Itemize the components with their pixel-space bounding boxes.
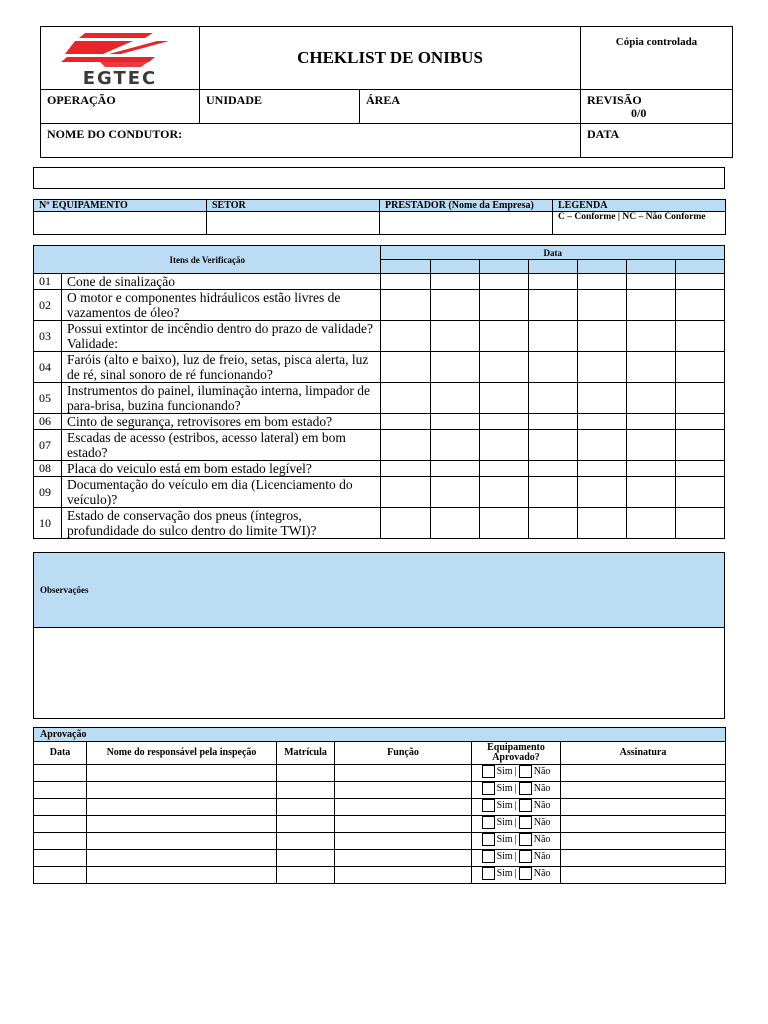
check-cell[interactable] bbox=[430, 508, 479, 539]
nao-checkbox[interactable] bbox=[519, 850, 532, 863]
check-cell[interactable] bbox=[479, 430, 528, 461]
matricula-field[interactable] bbox=[277, 833, 335, 850]
item-text: Instrumentos do painel, iluminação interna, limpador de para-brisa, buzina funcionando? bbox=[62, 383, 381, 414]
date-cell[interactable] bbox=[430, 260, 479, 274]
col-matricula: Matrícula bbox=[277, 742, 335, 765]
check-cell[interactable] bbox=[528, 274, 577, 290]
data-field[interactable] bbox=[34, 816, 87, 833]
item-text: Escadas de acesso (estribos, acesso lateral) em bom estado? bbox=[62, 430, 381, 461]
nome-field[interactable] bbox=[87, 833, 277, 850]
sim-label: Sim bbox=[496, 800, 513, 811]
check-cell[interactable] bbox=[381, 321, 430, 352]
check-cell[interactable] bbox=[577, 430, 626, 461]
checklist-row bbox=[34, 290, 725, 321]
nao-checkbox[interactable] bbox=[519, 765, 532, 778]
check-cell[interactable] bbox=[430, 414, 479, 430]
sim-label: Sim bbox=[496, 851, 513, 862]
col-data: Data bbox=[34, 742, 87, 765]
assinatura-field[interactable] bbox=[561, 816, 726, 833]
check-cell[interactable] bbox=[381, 414, 430, 430]
date-cell[interactable] bbox=[675, 260, 724, 274]
item-number: 09 bbox=[34, 477, 62, 508]
check-cell[interactable] bbox=[577, 508, 626, 539]
document-header bbox=[40, 26, 733, 158]
setor-field[interactable] bbox=[207, 212, 380, 235]
matricula-field[interactable] bbox=[277, 867, 335, 884]
col-nome: Nome do responsável pela inspeção bbox=[87, 742, 277, 765]
check-cell[interactable] bbox=[479, 477, 528, 508]
option-separator: | bbox=[514, 766, 517, 777]
check-cell[interactable] bbox=[479, 414, 528, 430]
equip-aprovado-options bbox=[472, 833, 561, 850]
col-equipamento-aprovado: Equipamento Aprovado? bbox=[472, 742, 561, 765]
option-separator: | bbox=[514, 851, 517, 862]
date-cell[interactable] bbox=[577, 260, 626, 274]
sim-checkbox[interactable] bbox=[482, 867, 495, 880]
sim-label: Sim bbox=[496, 868, 513, 879]
funcao-field[interactable] bbox=[335, 765, 472, 782]
sim-label: Sim bbox=[496, 783, 513, 794]
check-cell[interactable] bbox=[675, 321, 724, 352]
check-cell[interactable] bbox=[430, 383, 479, 414]
check-cell[interactable] bbox=[528, 290, 577, 321]
check-cell[interactable] bbox=[381, 461, 430, 477]
nome-field[interactable] bbox=[87, 782, 277, 799]
check-cell[interactable] bbox=[381, 352, 430, 383]
approval-row bbox=[34, 799, 726, 816]
observations-table bbox=[33, 552, 725, 719]
date-cell[interactable] bbox=[381, 260, 430, 274]
sim-label: Sim bbox=[496, 766, 513, 777]
data-field[interactable] bbox=[34, 833, 87, 850]
check-cell[interactable] bbox=[381, 477, 430, 508]
check-cell[interactable] bbox=[430, 274, 479, 290]
option-separator: | bbox=[514, 834, 517, 845]
check-cell[interactable] bbox=[430, 461, 479, 477]
data-field[interactable] bbox=[34, 765, 87, 782]
col-funcao: Função bbox=[335, 742, 472, 765]
col-assinatura: Assinatura bbox=[561, 742, 726, 765]
item-text: Possui extintor de incêndio dentro do prazo de validade? Validade: bbox=[62, 321, 381, 352]
equip-aprovado-options bbox=[472, 799, 561, 816]
option-separator: | bbox=[514, 800, 517, 811]
item-text: O motor e componentes hidráulicos estão livres de vazamentos de óleo? bbox=[62, 290, 381, 321]
matricula-field[interactable] bbox=[277, 816, 335, 833]
item-text: Cinto de segurança, retrovisores em bom estado? bbox=[62, 414, 381, 430]
nome-field[interactable] bbox=[87, 867, 277, 884]
item-number: 08 bbox=[34, 461, 62, 477]
check-cell[interactable] bbox=[577, 352, 626, 383]
check-cell[interactable] bbox=[479, 383, 528, 414]
check-cell[interactable] bbox=[626, 414, 675, 430]
controlled-copy-label: Cópia controlada bbox=[581, 27, 733, 90]
check-cell[interactable] bbox=[675, 430, 724, 461]
nao-label: Não bbox=[533, 868, 551, 879]
setor-header: SETOR bbox=[207, 200, 380, 212]
sim-label: Sim bbox=[496, 817, 513, 828]
nao-checkbox[interactable] bbox=[519, 867, 532, 880]
revisao-cell bbox=[581, 90, 733, 124]
nao-label: Não bbox=[533, 783, 551, 794]
data-label: DATA bbox=[581, 124, 733, 158]
nao-label: Não bbox=[533, 766, 551, 777]
funcao-field[interactable] bbox=[335, 799, 472, 816]
check-cell[interactable] bbox=[528, 508, 577, 539]
item-text: Cone de sinalização bbox=[62, 274, 381, 290]
item-text: Faróis (alto e baixo), luz de freio, setas, pisca alerta, luz de ré, sinal sonoro de ré funcionando? bbox=[62, 352, 381, 383]
nome-condutor-label: NOME DO CONDUTOR: bbox=[41, 124, 581, 158]
date-header: Data bbox=[381, 246, 725, 260]
check-cell[interactable] bbox=[528, 430, 577, 461]
matricula-field[interactable] bbox=[277, 850, 335, 867]
nao-label: Não bbox=[533, 817, 551, 828]
equipment-table bbox=[33, 199, 726, 235]
check-cell[interactable] bbox=[430, 430, 479, 461]
check-cell[interactable] bbox=[528, 461, 577, 477]
data-field[interactable] bbox=[34, 867, 87, 884]
equip-aprovado-options bbox=[472, 867, 561, 884]
observations-label: Observações bbox=[34, 553, 725, 628]
check-cell[interactable] bbox=[675, 352, 724, 383]
equip-aprovado-options bbox=[472, 816, 561, 833]
prestador-field[interactable] bbox=[380, 212, 553, 235]
funcao-field[interactable] bbox=[335, 833, 472, 850]
nome-field[interactable] bbox=[87, 765, 277, 782]
check-cell[interactable] bbox=[626, 274, 675, 290]
check-cell[interactable] bbox=[381, 430, 430, 461]
date-cell[interactable] bbox=[528, 260, 577, 274]
area-label: ÁREA bbox=[360, 90, 581, 124]
check-cell[interactable] bbox=[381, 290, 430, 321]
revisao-label: REVISÃO bbox=[587, 93, 642, 107]
check-cell[interactable] bbox=[675, 414, 724, 430]
unidade-label: UNIDADE bbox=[200, 90, 360, 124]
check-cell[interactable] bbox=[528, 383, 577, 414]
assinatura-field[interactable] bbox=[561, 782, 726, 799]
nao-checkbox[interactable] bbox=[519, 799, 532, 812]
item-number: 02 bbox=[34, 290, 62, 321]
check-cell[interactable] bbox=[675, 477, 724, 508]
item-text: Placa do veiculo está em bom estado legível? bbox=[62, 461, 381, 477]
matricula-field[interactable] bbox=[277, 799, 335, 816]
check-cell[interactable] bbox=[528, 477, 577, 508]
equip-aprovado-options bbox=[472, 765, 561, 782]
check-cell[interactable] bbox=[626, 461, 675, 477]
legend-text: C – Conforme | NC – Não Conforme bbox=[553, 212, 726, 235]
sim-checkbox[interactable] bbox=[482, 816, 495, 829]
check-cell[interactable] bbox=[577, 477, 626, 508]
check-cell[interactable] bbox=[479, 274, 528, 290]
check-cell[interactable] bbox=[577, 274, 626, 290]
checklist-row bbox=[34, 477, 725, 508]
nao-checkbox[interactable] bbox=[519, 833, 532, 846]
nao-label: Não bbox=[533, 800, 551, 811]
approval-row bbox=[34, 833, 726, 850]
option-separator: | bbox=[514, 868, 517, 879]
funcao-field[interactable] bbox=[335, 782, 472, 799]
checklist-row bbox=[34, 414, 725, 430]
check-cell[interactable] bbox=[675, 508, 724, 539]
nome-field[interactable] bbox=[87, 816, 277, 833]
assinatura-field[interactable] bbox=[561, 765, 726, 782]
funcao-field[interactable] bbox=[335, 850, 472, 867]
check-cell[interactable] bbox=[528, 321, 577, 352]
blank-input-bar[interactable] bbox=[33, 167, 725, 189]
check-cell[interactable] bbox=[479, 352, 528, 383]
funcao-field[interactable] bbox=[335, 816, 472, 833]
nao-checkbox[interactable] bbox=[519, 816, 532, 829]
item-number: 04 bbox=[34, 352, 62, 383]
equipamento-header: Nº EQUIPAMENTO bbox=[34, 200, 207, 212]
nao-checkbox[interactable] bbox=[519, 782, 532, 795]
check-cell[interactable] bbox=[675, 461, 724, 477]
check-cell[interactable] bbox=[577, 321, 626, 352]
check-cell[interactable] bbox=[381, 383, 430, 414]
data-field[interactable] bbox=[34, 782, 87, 799]
check-cell[interactable] bbox=[577, 461, 626, 477]
check-cell[interactable] bbox=[675, 290, 724, 321]
check-cell[interactable] bbox=[577, 414, 626, 430]
sim-label: Sim bbox=[496, 834, 513, 845]
logo-text: EGTEC bbox=[82, 68, 158, 85]
check-cell[interactable] bbox=[381, 508, 430, 539]
approval-row bbox=[34, 867, 726, 884]
item-number: 06 bbox=[34, 414, 62, 430]
item-text: Estado de conservação dos pneus (íntegros, profundidade do sulco dentro do limite TWI)? bbox=[62, 508, 381, 539]
funcao-field[interactable] bbox=[335, 867, 472, 884]
nome-field[interactable] bbox=[87, 799, 277, 816]
date-cell[interactable] bbox=[626, 260, 675, 274]
item-number: 05 bbox=[34, 383, 62, 414]
check-cell[interactable] bbox=[577, 383, 626, 414]
nome-field[interactable] bbox=[87, 850, 277, 867]
approval-title: Aprovação bbox=[34, 728, 726, 742]
assinatura-field[interactable] bbox=[561, 867, 726, 884]
data-field[interactable] bbox=[34, 850, 87, 867]
check-cell[interactable] bbox=[479, 290, 528, 321]
egtec-logo bbox=[45, 27, 195, 85]
check-cell[interactable] bbox=[626, 508, 675, 539]
check-cell[interactable] bbox=[626, 290, 675, 321]
item-number: 07 bbox=[34, 430, 62, 461]
option-separator: | bbox=[514, 783, 517, 794]
checklist-row bbox=[34, 321, 725, 352]
approval-table bbox=[33, 727, 726, 884]
check-cell[interactable] bbox=[626, 352, 675, 383]
equipamento-field[interactable] bbox=[34, 212, 207, 235]
check-cell[interactable] bbox=[675, 274, 724, 290]
date-cell[interactable] bbox=[479, 260, 528, 274]
revisao-value: 0/0 bbox=[631, 106, 647, 120]
check-cell[interactable] bbox=[430, 290, 479, 321]
nao-label: Não bbox=[533, 834, 551, 845]
approval-row bbox=[34, 765, 726, 782]
check-cell[interactable] bbox=[479, 321, 528, 352]
item-number: 03 bbox=[34, 321, 62, 352]
sim-checkbox[interactable] bbox=[482, 833, 495, 846]
matricula-field[interactable] bbox=[277, 765, 335, 782]
sim-checkbox[interactable] bbox=[482, 850, 495, 863]
prestador-header: PRESTADOR (Nome da Empresa) bbox=[380, 200, 553, 212]
checklist-row bbox=[34, 461, 725, 477]
assinatura-field[interactable] bbox=[561, 799, 726, 816]
check-cell[interactable] bbox=[577, 290, 626, 321]
approval-row bbox=[34, 850, 726, 867]
check-cell[interactable] bbox=[430, 477, 479, 508]
check-cell[interactable] bbox=[626, 430, 675, 461]
checklist-row bbox=[34, 383, 725, 414]
nao-label: Não bbox=[533, 851, 551, 862]
item-number: 01 bbox=[34, 274, 62, 290]
check-cell[interactable] bbox=[430, 321, 479, 352]
checklist-row bbox=[34, 352, 725, 383]
item-number: 10 bbox=[34, 508, 62, 539]
check-cell[interactable] bbox=[430, 352, 479, 383]
sim-checkbox[interactable] bbox=[482, 799, 495, 812]
equip-aprovado-options bbox=[472, 782, 561, 799]
legenda-header: LEGENDA bbox=[553, 200, 726, 212]
checklist-table bbox=[33, 245, 725, 539]
checklist-row bbox=[34, 430, 725, 461]
assinatura-field[interactable] bbox=[561, 833, 726, 850]
checklist-row bbox=[34, 274, 725, 290]
page-title: CHEKLIST DE ONIBUS bbox=[200, 27, 581, 90]
checklist-row bbox=[34, 508, 725, 539]
item-text: Documentação do veículo em dia (Licenciamento do veículo)? bbox=[62, 477, 381, 508]
check-cell[interactable] bbox=[528, 414, 577, 430]
check-cell[interactable] bbox=[626, 477, 675, 508]
sim-checkbox[interactable] bbox=[482, 782, 495, 795]
matricula-field[interactable] bbox=[277, 782, 335, 799]
assinatura-field[interactable] bbox=[561, 850, 726, 867]
check-cell[interactable] bbox=[479, 508, 528, 539]
check-cell[interactable] bbox=[626, 383, 675, 414]
check-cell[interactable] bbox=[479, 461, 528, 477]
operacao-label: OPERAÇÃO bbox=[41, 90, 200, 124]
check-cell[interactable] bbox=[626, 321, 675, 352]
logo-cell bbox=[41, 27, 200, 90]
option-separator: | bbox=[514, 817, 517, 828]
sim-checkbox[interactable] bbox=[482, 765, 495, 778]
check-cell[interactable] bbox=[381, 274, 430, 290]
items-header: Itens de Verificação bbox=[34, 246, 381, 274]
data-field[interactable] bbox=[34, 799, 87, 816]
check-cell[interactable] bbox=[675, 383, 724, 414]
check-cell[interactable] bbox=[528, 352, 577, 383]
equip-aprovado-options bbox=[472, 850, 561, 867]
observations-field[interactable] bbox=[34, 628, 725, 719]
approval-row bbox=[34, 816, 726, 833]
approval-row bbox=[34, 782, 726, 799]
